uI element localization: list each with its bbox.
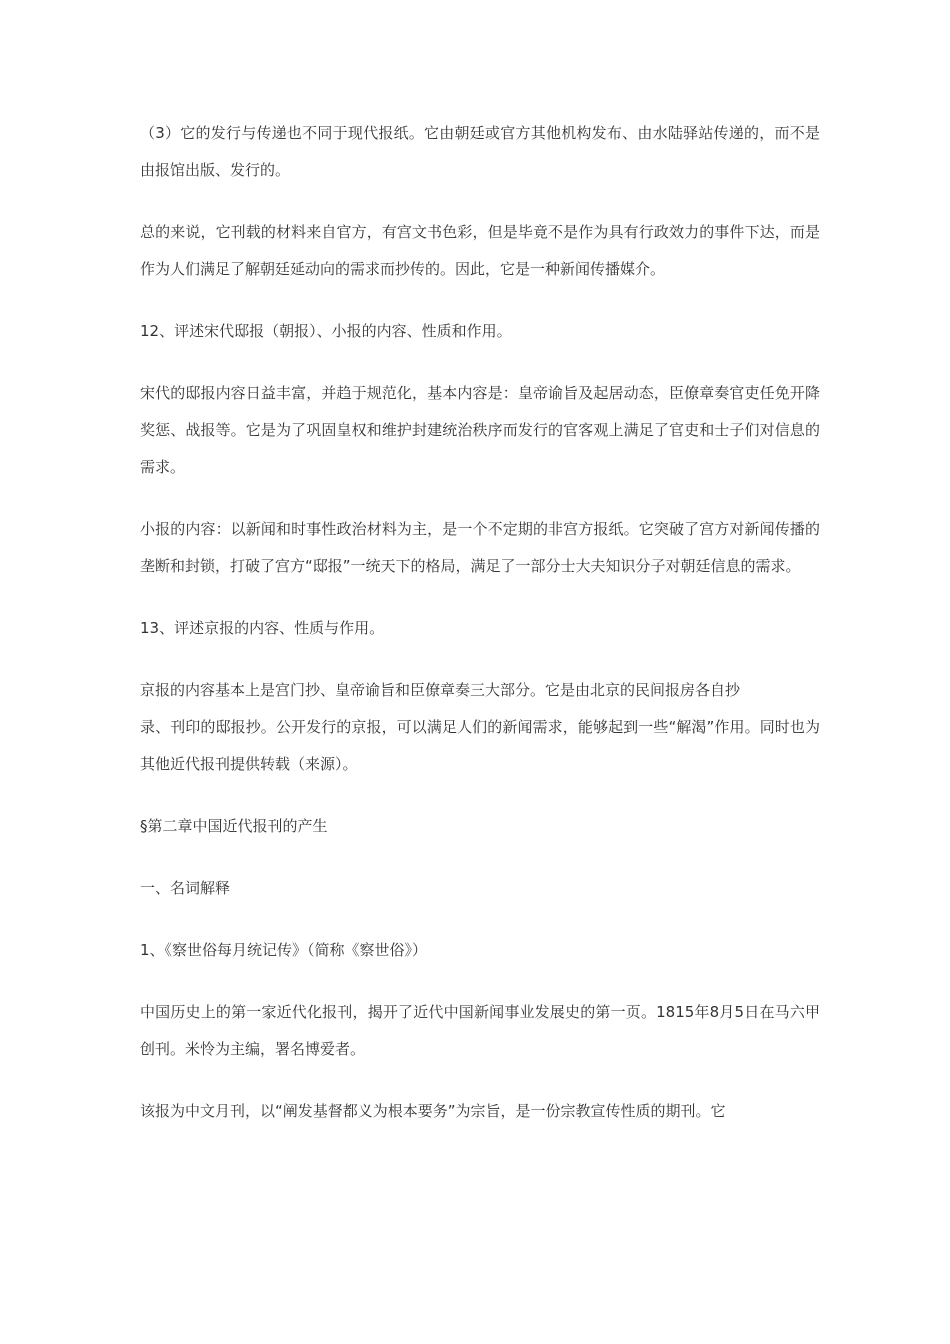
paragraph-distribution: （3）它的发行与传递也不同于现代报纸。它由朝廷或官方其他机构发布、由水陆驿站传递的，而不是由报馆出版、发行的。 <box>140 124 820 179</box>
paragraph-chashisu-history: 中国历史上的第一家近代化报刊，揭开了近代中国新闻事业发展史的第一页。1815年8月5日在马六甲创刊。米怜为主编，署名博爱者。 <box>140 1003 820 1058</box>
question-heading-12: 12、评述宋代邸报（朝报）、小报的内容、性质和作用。 <box>140 322 512 340</box>
paragraph-xiaobao: 小报的内容：以新闻和时事性政治材料为主，是一个不定期的非宫方报纸。它突破了宫方对新闻传播的垄断和封锁，打破了宫方“邸报”一统天下的格局，满足了一部分士大夫知识分子对朝廷信息的需求。 <box>140 520 820 575</box>
section-heading-terms: 一、名词解释 <box>140 879 231 897</box>
question-heading-13: 13、评述京报的内容、性质与作用。 <box>140 619 385 637</box>
paragraph-jingbao-content: 京报的内容基本上是宫门抄、皇帝谕旨和臣僚章奏三大部分。它是由北京的民间报房各自抄 <box>140 681 741 699</box>
document-body <box>140 115 820 1155</box>
paragraph-summary: 总的来说，它刊载的材料来自官方，有宫文书色彩，但是毕竟不是作为具有行政效力的事件下达，而是作为人们满足了解朝廷延动向的需求而抄传的。因此，它是一种新闻传播媒介。 <box>140 223 820 278</box>
chapter-heading: §第二章中国近代报刊的产生 <box>140 817 328 835</box>
paragraph-chashisu-nature: 该报为中文月刊，以“阐发基督都义为根本要务”为宗旨，是一份宗教宣传性质的期刊。它 <box>140 1102 726 1120</box>
paragraph-jingbao-function: 录、刊印的邸报抄。公开发行的京报，可以满足人们的新闻需求，能够起到一些“解渴”作用。同时也为其他近代报刊提供转载（来源）。 <box>140 718 820 773</box>
term-heading-1: 1、《察世俗每月统记传》（简称《察世俗》） <box>140 941 428 959</box>
paragraph-song-dibao: 宋代的邸报内容日益丰富，并趋于规范化，基本内容是：皇帝谕旨及起居动态，臣僚章奏官吏任免开降奖惩、战报等。它是为了巩固皇权和维护封建统治秩序而发行的官客观上满足了官吏和士子们对信息的需求。 <box>140 384 820 476</box>
